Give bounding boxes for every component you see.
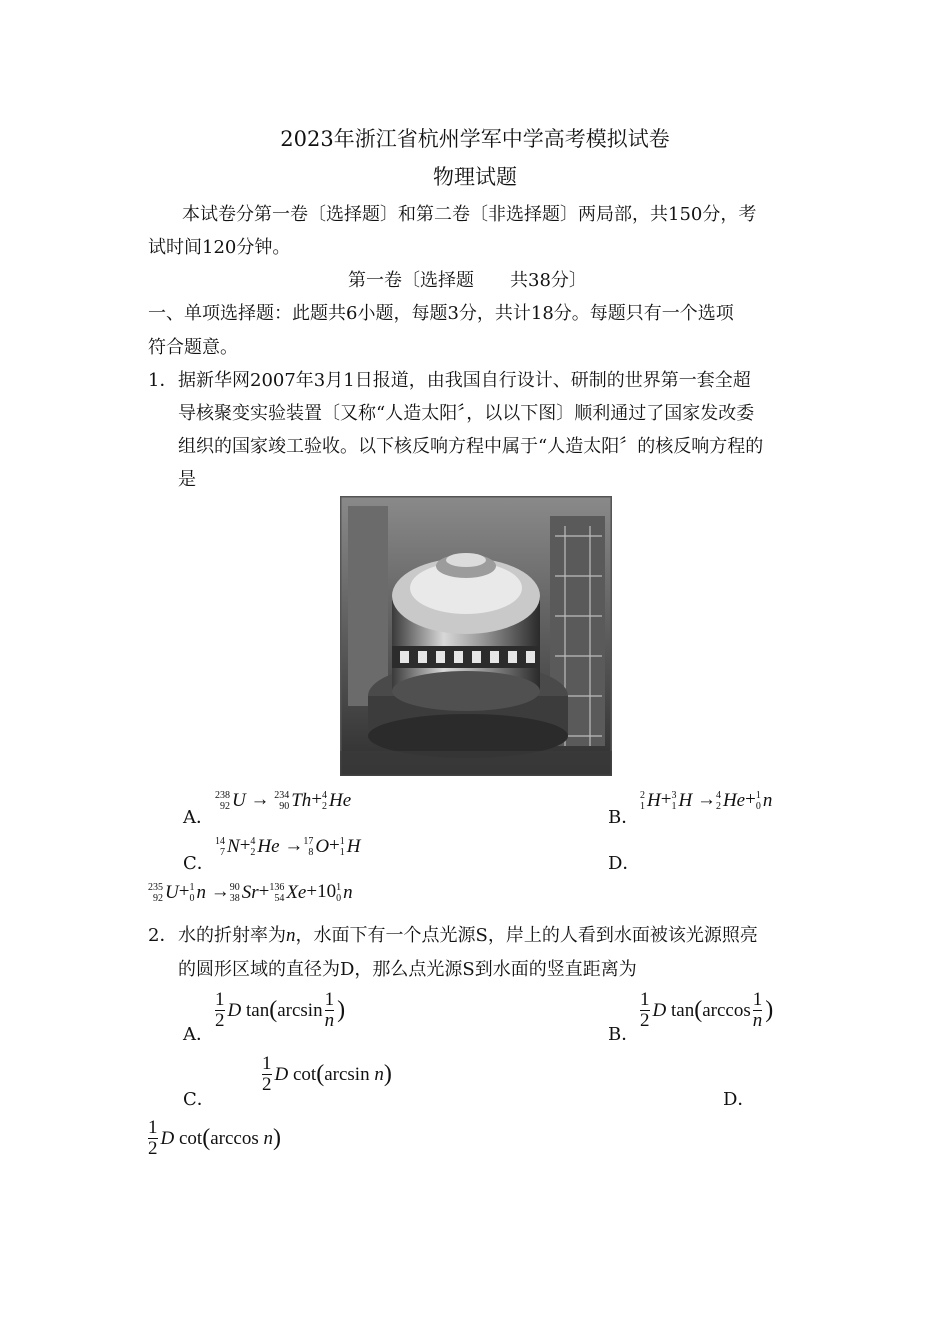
q2-option-c-label: C．: [183, 1089, 215, 1110]
q2-option-b-expression: $\frac{1}{2}$ D tan ( arccos $\frac{1}{n}$ ): [640, 989, 774, 1031]
section-heading-part-2: 共38分〕: [510, 270, 587, 291]
page-subtitle: 物理试题: [433, 165, 517, 189]
q2-option-d-expression: $\frac{1}{2}$ D cot ( arccos n ): [148, 1117, 281, 1159]
q2-option-a-expression: $\frac{1}{2}$ D tan ( arcsin $\frac{1}{n}$ ): [215, 989, 346, 1031]
q2-option-b-label: B．: [608, 1024, 640, 1045]
q1-option-a-label: A．: [183, 807, 214, 828]
page-title: 2023年浙江省杭州学军中学高考模拟试卷: [280, 127, 670, 151]
q1-option-b-equation: 2 1 H + 3 1 H → 4 2 He + 1 0 n: [640, 789, 773, 812]
q1-line-2: 导核聚变实验装置〔又称“人造太阳〞，以以下图〕顺利通过了国家发改委: [178, 403, 755, 424]
q2-option-d-label: D．: [723, 1089, 756, 1110]
section-heading-part-1: 第一卷〔选择题: [348, 270, 474, 291]
q1-option-c-label: C．: [183, 853, 215, 874]
q1-line-1: 据新华网2007年3月1日报道，由我国自行设计、研制的世界第一套全超: [178, 370, 751, 391]
q1-option-a-equation: 238 92 U → 234 90 Th + 4 2 He: [215, 789, 352, 812]
fusion-device-image: [340, 496, 612, 776]
intro-line-1: 本试卷分第一卷〔选择题〕和第二卷〔非选择题〕两局部，共150分，考: [182, 204, 757, 225]
intro-line-2: 试时间120分钟。: [148, 237, 291, 258]
q2-option-c-expression: $\frac{1}{2}$ D cot ( arcsin n ): [262, 1053, 392, 1095]
q2-number: 2．: [148, 925, 178, 946]
section-instruction-2: 符合题意。: [148, 337, 238, 358]
q1-option-b-label: B．: [608, 807, 640, 828]
q2-variable-n: n: [286, 925, 296, 946]
q1-option-d-equation: 235 92 U + 1 0 n → 90 38 Sr + 136 54 Xe +10 1 0 n: [148, 881, 353, 904]
q1-option-d-label: D．: [608, 853, 641, 874]
q1-line-3: 组织的国家竣工验收。以下核反响方程中属于“人造太阳〞的核反响方程的: [178, 436, 764, 457]
q1-line-4: 是: [178, 469, 196, 490]
q2-option-a-label: A．: [183, 1024, 214, 1045]
section-instruction-1: 一、单项选择题：此题共6小题，每题3分，共计18分。每题只有一个选项: [148, 303, 734, 324]
q2-line-2: 的圆形区域的直径为D，那么点光源S到水面的竖直距离为: [178, 959, 637, 980]
section-heading: [348, 266, 587, 292]
q1-option-c-equation: 14 7 N + 4 2 He → 17 8 O + 1 1 H: [215, 835, 361, 858]
q2-line-1: 水的折射率为n，水面下有一个点光源S，岸上的人看到水面被该光源照亮: [178, 925, 758, 946]
q1-number: 1．: [148, 370, 178, 391]
